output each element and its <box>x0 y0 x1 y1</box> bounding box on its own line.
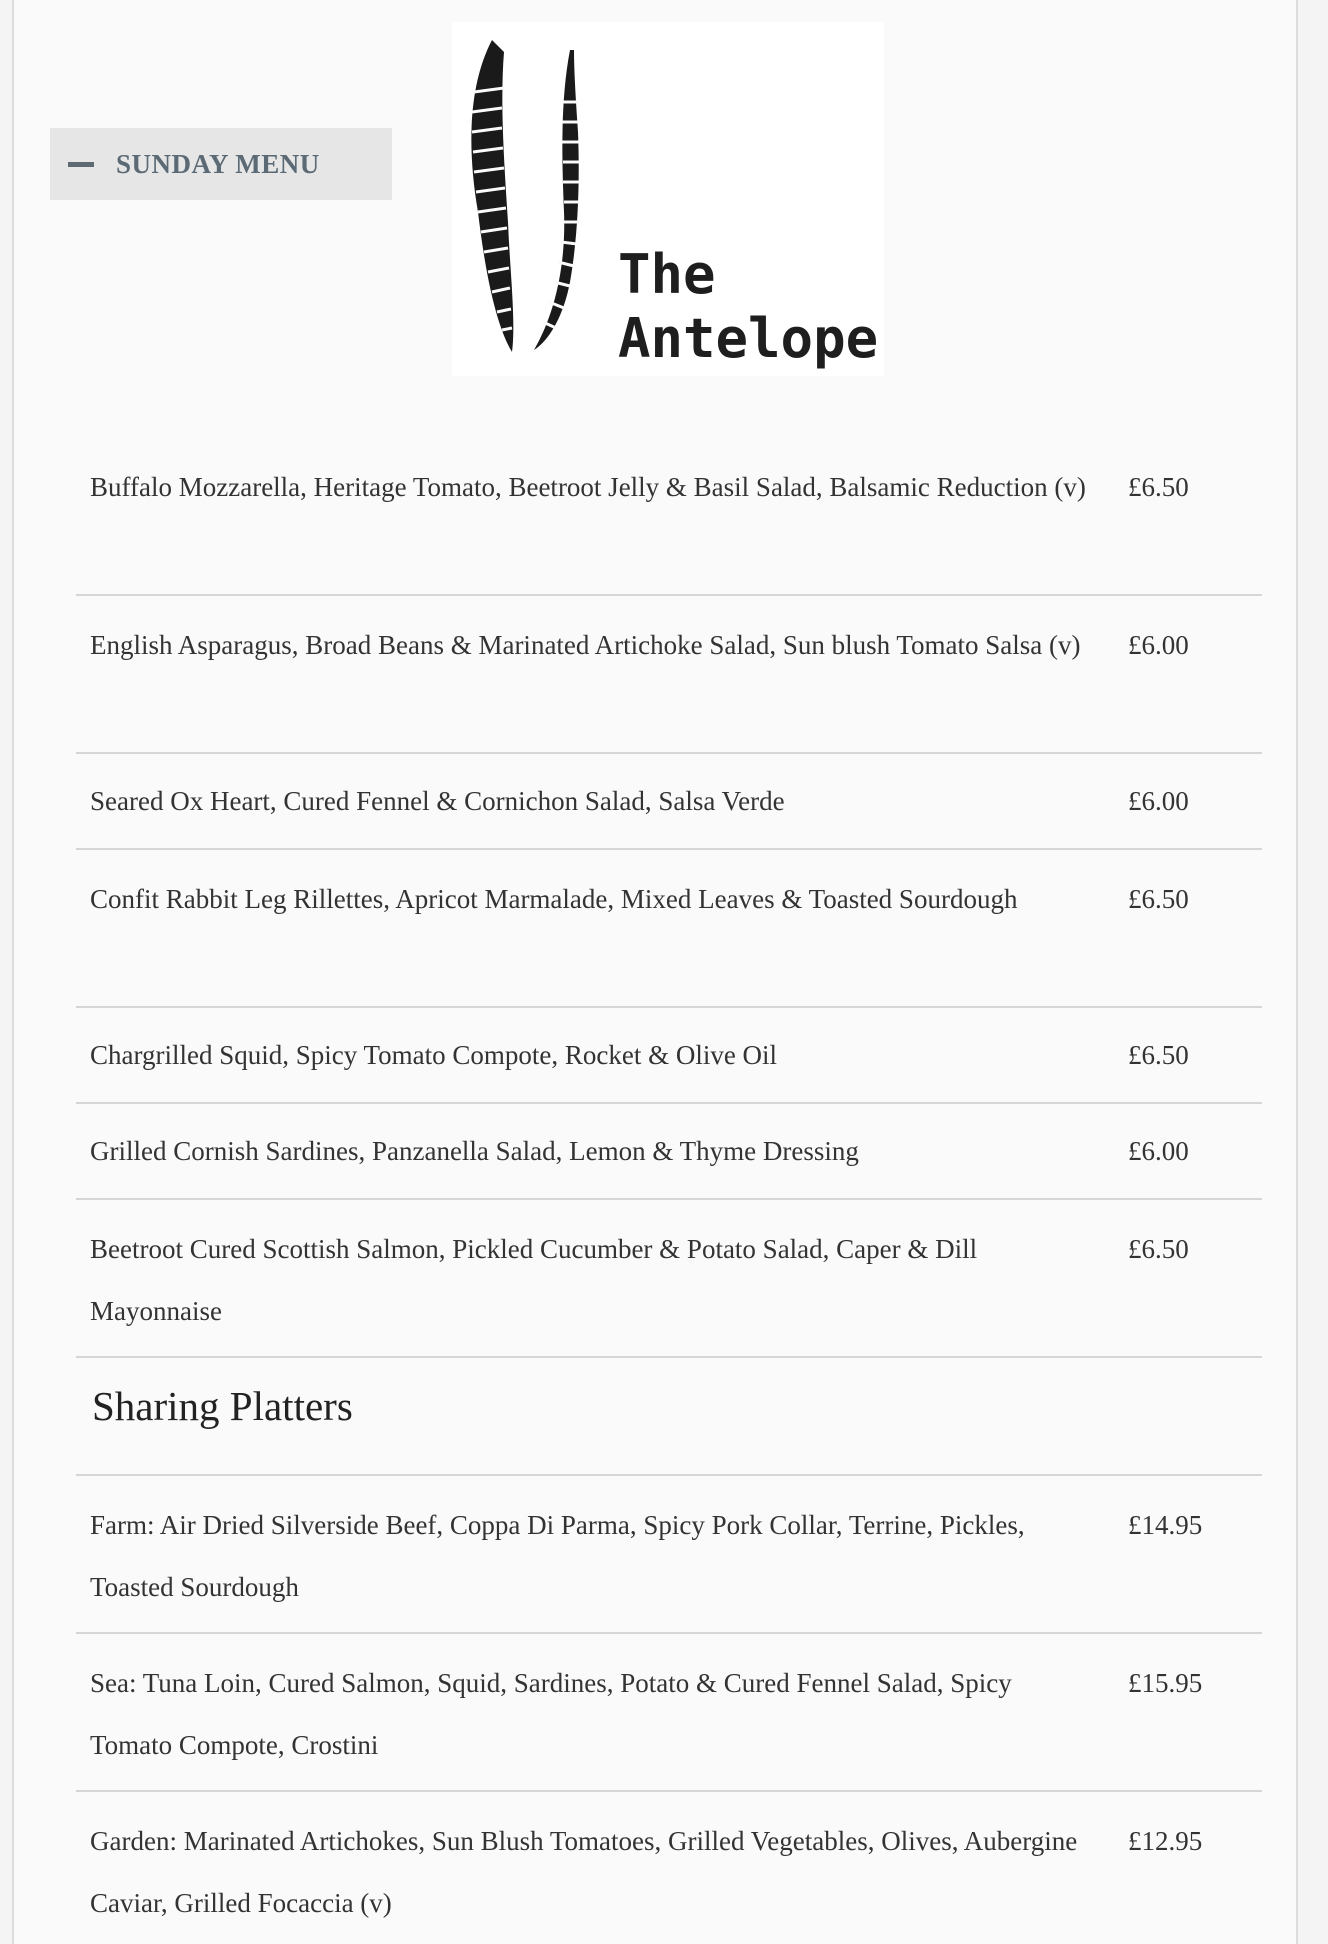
menu-item-price: £6.00 <box>1128 1136 1189 1166</box>
menu-item <box>76 754 1262 850</box>
menu-item-name: English Asparagus, Broad Beans & Marinated Artichoke Salad, Sun blush Tomato Salsa (v) <box>90 630 1081 660</box>
menu-item-price: £15.95 <box>1128 1668 1203 1698</box>
menu-item-price: £12.95 <box>1128 1826 1203 1856</box>
section-title-text: Sharing Platters <box>92 1383 353 1429</box>
minus-icon[interactable] <box>68 162 94 167</box>
menu-item-name: Garden: Marinated Artichokes, Sun Blush Tomatoes, Grilled Vegetables, Olives, Aubergine Caviar, Grilled Focaccia (v) <box>90 1826 1078 1918</box>
menu-list <box>76 438 1262 1944</box>
menu-item <box>76 596 1262 754</box>
menu-item <box>76 1634 1262 1792</box>
menu-item-name: Seared Ox Heart, Cured Fennel & Cornichon Salad, Salsa Verde <box>90 786 785 816</box>
menu-item-name: Sea: Tuna Loin, Cured Salmon, Squid, Sardines, Potato & Cured Fennel Salad, Spicy Tomato Compote, Crostini <box>90 1668 1012 1760</box>
menu-item <box>76 1104 1262 1200</box>
menu-item <box>76 438 1262 596</box>
menu-item-price: £6.00 <box>1128 786 1189 816</box>
menu-page <box>12 0 1298 1944</box>
menu-item <box>76 1200 1262 1358</box>
menu-item-price: £6.50 <box>1128 884 1189 914</box>
section-toggle-label: SUNDAY MENU <box>116 148 320 179</box>
menu-item-price: £6.00 <box>1128 630 1189 660</box>
menu-item-name: Chargrilled Squid, Spicy Tomato Compote, Rocket & Olive Oil <box>90 1040 778 1070</box>
menu-item-name: Beetroot Cured Scottish Salmon, Pickled Cucumber & Potato Salad, Caper & Dill Mayonnaise <box>90 1234 978 1326</box>
sharing-platters-heading <box>76 1358 1262 1476</box>
menu-item-price: £6.50 <box>1128 1234 1189 1264</box>
menu-item-name: Grilled Cornish Sardines, Panzanella Salad, Lemon & Thyme Dressing <box>90 1136 859 1166</box>
logo-text-antelope: Antelope <box>618 307 879 370</box>
menu-item <box>76 850 1262 1008</box>
menu-item-price: £14.95 <box>1128 1510 1203 1540</box>
menu-item-name: Confit Rabbit Leg Rillettes, Apricot Marmalade, Mixed Leaves & Toasted Sourdough <box>90 884 1018 914</box>
menu-item <box>76 1476 1262 1634</box>
antelope-logo <box>452 22 884 376</box>
sunday-menu-toggle[interactable] <box>50 128 392 200</box>
menu-item-name: Buffalo Mozzarella, Heritage Tomato, Beetroot Jelly & Basil Salad, Balsamic Reduction (v) <box>90 472 1086 502</box>
menu-item-name: Farm: Air Dried Silverside Beef, Coppa Di Parma, Spicy Pork Collar, Terrine, Pickles, Toasted Sourdough <box>90 1510 1025 1602</box>
menu-item-price: £6.50 <box>1128 472 1189 502</box>
menu-item <box>76 1792 1262 1944</box>
menu-item-price: £6.50 <box>1128 1040 1189 1070</box>
menu-item <box>76 1008 1262 1104</box>
logo-text-the: The <box>618 243 716 306</box>
